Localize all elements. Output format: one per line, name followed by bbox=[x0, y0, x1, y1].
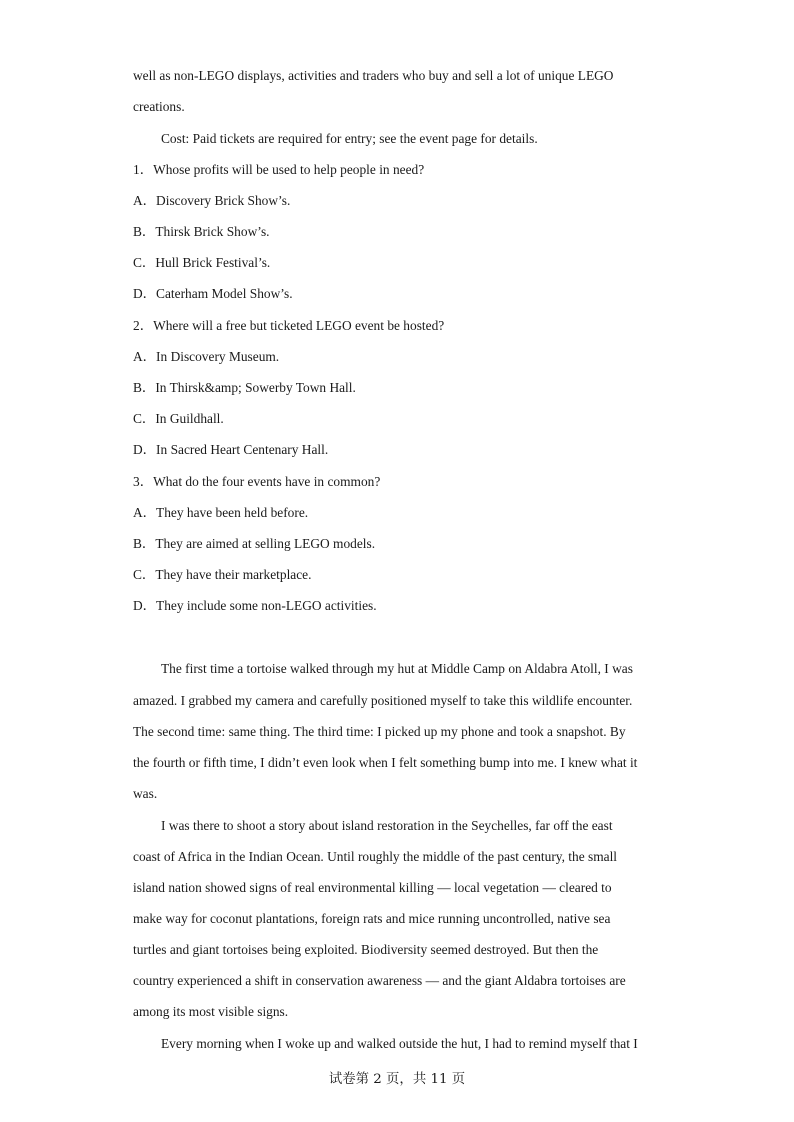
text-line: the fourth or fifth time, I didn’t even look when I felt something bump into me. I knew what it bbox=[133, 755, 638, 770]
text-line: The second time: same thing. The third time: I picked up my phone and took a snapshot. By bbox=[133, 724, 626, 739]
option-a: A．They have been held before. bbox=[133, 505, 309, 520]
option-d: D．Caterham Model Show’s. bbox=[133, 286, 293, 301]
text-line: country experienced a shift in conservation awareness — and the giant Aldabra tortoises are bbox=[133, 973, 626, 988]
option-c: C．Hull Brick Festival’s. bbox=[133, 255, 271, 270]
option-a: A．In Discovery Museum. bbox=[133, 349, 280, 364]
text-line: amazed. I grabbed my camera and carefully positioned myself to take this wildlife encounter. bbox=[133, 693, 633, 708]
option-b: B．Thirsk Brick Show’s. bbox=[133, 224, 270, 239]
option-d: D．In Sacred Heart Centenary Hall. bbox=[133, 442, 329, 457]
option-b: B．In Thirsk&amp; Sowerby Town Hall. bbox=[133, 380, 356, 395]
question-stem: 2．Where will a free but ticketed LEGO event be hosted? bbox=[133, 318, 445, 333]
option-c: C．They have their marketplace. bbox=[133, 567, 312, 582]
text-line: I was there to shoot a story about island restoration in the Seychelles, far off the east bbox=[161, 818, 613, 833]
page-footer: 试卷第 2 页，共 11 页 bbox=[328, 1072, 466, 1087]
option-c: C．In Guildhall. bbox=[133, 411, 224, 426]
text-line: among its most visible signs. bbox=[133, 1004, 289, 1019]
question-stem: 3．What do the four events have in common? bbox=[133, 474, 381, 489]
option-a: A．Discovery Brick Show’s. bbox=[133, 193, 291, 208]
text-line: island nation showed signs of real environmental killing — local vegetation — cleared to bbox=[133, 880, 612, 895]
text-line: well as non-LEGO displays, activities and traders who buy and sell a lot of unique LEGO bbox=[133, 68, 614, 83]
text-line: coast of Africa in the Indian Ocean. Until roughly the middle of the past century, the small bbox=[133, 849, 618, 864]
option-d: D．They include some non-LEGO activities. bbox=[133, 598, 377, 613]
text-line: was. bbox=[133, 786, 158, 801]
text-line: make way for coconut plantations, foreign rats and mice running uncontrolled, native sea bbox=[133, 911, 611, 926]
question-stem: 1．Whose profits will be used to help people in need? bbox=[133, 162, 425, 177]
option-b: B．They are aimed at selling LEGO models. bbox=[133, 536, 376, 551]
text-line: turtles and giant tortoises being exploited. Biodiversity seemed destroyed. But then the bbox=[133, 942, 599, 957]
text-line: Every morning when I woke up and walked outside the hut, I had to remind myself that I bbox=[161, 1036, 638, 1051]
cost-line: Cost: Paid tickets are required for entry; see the event page for details. bbox=[161, 131, 538, 146]
text-line: The first time a tortoise walked through my hut at Middle Camp on Aldabra Atoll, I was bbox=[161, 661, 633, 676]
text-line: creations. bbox=[133, 99, 185, 114]
